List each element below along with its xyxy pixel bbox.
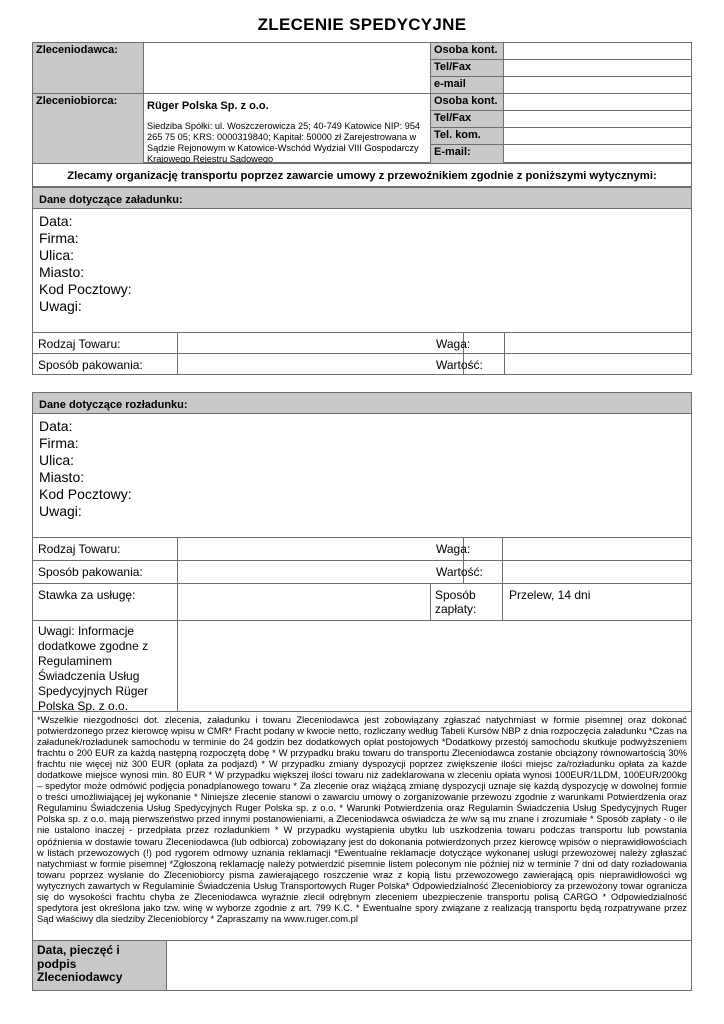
zleceniodawca-label: Zleceniodawca: [36,44,118,56]
loading-goods-type-label: Rodzaj Towaru: [38,337,121,351]
loading-weight-label: Waga: [436,337,471,351]
loading-value-label: Wartość: [436,358,483,372]
contractor-contact-person-label: Osoba kont. [434,95,498,107]
terms-text: *Wszelkie niezgodności dot. zlecenia, załadunku i towaru Zleceniodawca jest zobowiązany zgłaszać natychmiast w formie pisemnej oraz dokonać potwierdzonego przez kierowcę wpisu w CMR* Fracht podany w kwocie netto, rozliczany według Tabeli Kursów NBP z dnia rozpoczęcia załadunku *Czas na załadunek/rozładunek samochodu w terminie do 24 godzin bez dodatkowych opłat postojowych *Dodatkowy przestój samochodu skutkuje podwyższeniem frachtu o 200 EUR za każdą następną rozpoczętą dobę * W przypadku braku towaru do transportu Zleceniodawca zostanie obciążony równowartością 30% frachtu nie więcej niż 300 EUR (opłata za podjazd) * W przypadku zmiany dyspozycji poprzez zwiększenie ilości miejsc za/rozładunku opłata za każde dodatkowe miejsce wynosi min. 80 EUR * W przypadku większej ilości towaru niż zadeklarowana w zleceniu opłata wynosi 100EUR/1LDM, 100EUR/200kg – spedytor może odmówić podjęcia ponadplanowego towaru * Za zlecenie oraz wiążącą zmianę dyspozycji uznaje się każdą dyspozycję w dowolnej formie o treści umożliwiającej jej wykonanie * Niniejsze zlecenie stanowi o zawarciu umowy o zorganizowanie przewozu zgodnie z warunkami Potwierdzenia oraz Regulaminu Świadczenia Usług Spedycyjnych Ruger Polska sp. z o.o. * Warunki Potwierdzenia oraz Regulamin Świadczenia Usług Spedycyjnych Ruger Polska sp. z o.o. mają pierwszeństwo przed innymi postanowieniami, a Zleceniodawca oświadcza że w/w są mu znane i zrozumiałe * Sposób zapłaty - o ile nie ustalono inaczej - przedpłata przez rozładunkiem * W przypadku wystąpienia ubytku lub uszkodzenia towaru podczas transportu lub powstania opóźnienia w dostawie towaru Zleceniodawca (lub odbiorca) zobowiązany jest do dokonania potwierdzonych przez kierowcę wpisów o nieprawidłowościach w listach przewozowych (!) pod rygorem odmowy uznania reklamacji *Ewentualne reklamacje dotyczące wykonanej usługi przewozowej należy zgłaszać natychmiast w formie pisemnej *Zgłoszoną reklamację należy potwierdzić pisemnie listem poleconym nie później niż w terminie 7 dni od daty rozładowania towaru poprzez wysłanie do Zleceniobiorcy pisma zawierającego roszczenie wraz z kopią listu przewozowego zawierającą opis nieprawidłowości wg wytycznych zawartych w Regulaminie Świadczenia Usług Transportowych Ruger Polska* Odpowiedzialność Zleceniobiorcy za przewożony towar ogranicza się do wysokości frachtu chyba że Zleceniodawca wyraźnie zlecił odrębnym zleceniem ubezpieczenie transportu polisą CARGO * Odpowiedzialność spedytora jest określona jako tzw. winę w wyborze zgodnie z art. 799 K.C. * Ewentualne spory związane z realizacją transportu będą rozpatrywane przez Sąd właściwy dla siedziby Zleceniobiorcy * Zapraszamy na www.ruger.com.pl [37,714,687,924]
contractor-email-field[interactable] [504,145,691,163]
zleceniobiorca-label: Zleceniobiorca: [36,95,118,107]
additional-info-row [32,620,692,712]
company-details: Siedziba Spółki: ul. Woszczerowicza 25; 40-749 Katowice NIP: 954 265 75 05; KRS: 0000319840; Kapitał: 50000 zł Zarejestrowana w Sądzie Rejonowym w Katowice-Wschód Wydział VIII Gospodarczy Krajowego Rejestru Sądowego [147,121,421,164]
loading-company-label: Firma: [39,230,79,246]
client-contact-person-label: Osoba kont. [434,44,498,56]
unloading-notes-label: Uwagi: [39,503,82,519]
loading-header [32,187,692,209]
additional-info-label: Uwagi: Informacje dodatkowe zgodne z Regulaminem Świadczenia Usług Spedycyjnych Rüger Polska Sp. z o.o. [38,624,149,713]
client-contact-person-field[interactable] [504,43,691,60]
contractor-telfax-field[interactable] [504,111,691,128]
contractor-contact-person-field[interactable] [504,94,691,111]
signature-row [32,940,692,991]
unloading-goods-type-field[interactable] [177,538,464,560]
unloading-packaging-field[interactable] [177,561,464,583]
loading-header-label: Dane dotyczące załadunku: [39,194,183,206]
loading-goods-row [32,332,692,354]
unloading-city-label: Miasto: [39,469,85,485]
rate-label: Stawka za usługę: [38,588,136,602]
unloading-header-label: Dane dotyczące rozładunku: [39,399,188,411]
loading-packaging-field[interactable] [177,354,464,374]
client-telfax-field[interactable] [504,60,691,77]
instruction-text: Zlecamy organizację transportu poprzez zawarcie umowy z przewoźnikiem zgodnie z poniższymi wytycznymi: [67,170,657,182]
unloading-value-label: Wartość: [436,565,483,579]
loading-weight-field[interactable] [504,333,692,353]
loading-notes-label: Uwagi: [39,298,82,314]
signature-field[interactable] [167,941,691,990]
loading-value-field[interactable] [504,354,692,374]
rate-row [32,583,692,621]
unloading-header [32,392,692,414]
signature-label-cell [33,941,167,990]
unloading-company-label: Firma: [39,435,79,451]
unloading-street-label: Ulica: [39,452,75,468]
loading-goods-type-field[interactable] [177,333,464,353]
unloading-weight-field[interactable] [502,538,692,560]
zleceniodawca-field[interactable] [144,43,430,94]
unloading-packaging-row [32,560,692,584]
additional-info-field[interactable] [177,621,692,711]
unloading-value-field[interactable] [502,561,692,583]
payment-method-field[interactable] [502,584,692,620]
loading-address-block[interactable] [32,208,692,333]
rate-field[interactable] [177,584,431,620]
unloading-packaging-label: Sposób pakowania: [38,565,143,579]
client-telfax-label: Tel/Fax [434,61,472,73]
contractor-telfax-label: Tel/Fax [434,112,472,124]
loading-postcode-label: Kod Pocztowy: [39,281,132,297]
loading-city-label: Miasto: [39,264,85,280]
payment-method-label: Sposób zapłaty: [435,588,477,616]
client-contact-labels [430,43,504,163]
loading-street-label: Ulica: [39,247,75,263]
client-email-field[interactable] [504,77,691,94]
signature-label: Data, pieczęć i podpis Zleceniodawcy [37,943,123,984]
loading-packaging-row [32,353,692,375]
zleceniobiorca-label-cell [33,94,144,163]
unloading-date-label: Data: [39,418,73,434]
contractor-mobile-label: Tel. kom. [434,129,481,141]
unloading-goods-type-label: Rodzaj Towaru: [38,542,121,556]
client-email-label: e-mail [434,78,466,90]
payment-method-value: Przelew, 14 dni [509,588,591,602]
unloading-address-block[interactable] [32,413,692,538]
contractor-mobile-field[interactable] [504,128,691,145]
loading-date-label: Data: [39,213,73,229]
unloading-weight-label: Waga: [436,542,471,556]
unloading-postcode-label: Kod Pocztowy: [39,486,132,502]
zleceniodawca-label-cell [33,43,144,94]
header-block [32,42,692,163]
loading-packaging-label: Sposób pakowania: [38,358,143,372]
instruction-row [32,163,692,187]
page-title: ZLECENIE SPEDYCYJNE [257,15,467,34]
contractor-info [144,94,430,163]
company-name: Rüger Polska Sp. z o.o. [147,100,269,112]
terms-block [32,711,692,941]
contractor-email-label: E-mail: [434,146,471,158]
contact-values [504,43,691,163]
unloading-goods-row [32,537,692,561]
